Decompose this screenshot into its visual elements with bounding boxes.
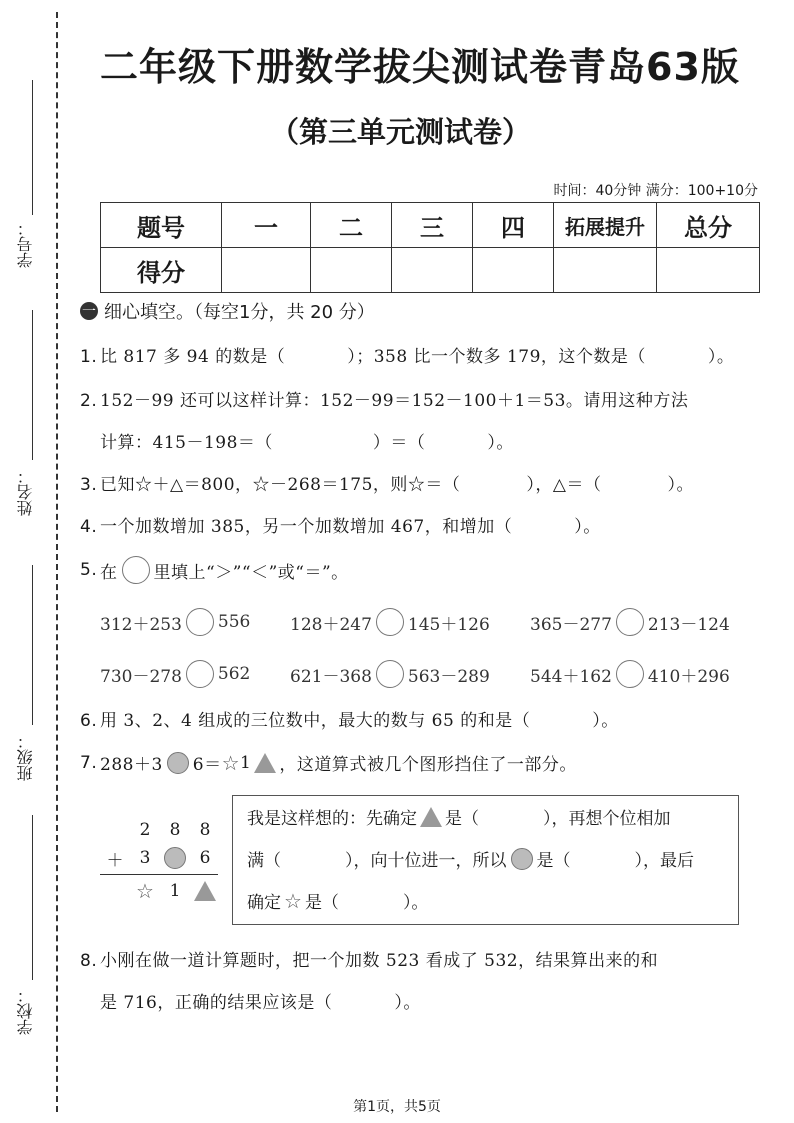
question-number: 5. — [80, 560, 98, 580]
question-text: 一个加数增加 385，另一个加数增加 467，和增加（ — [100, 517, 513, 537]
question-text: 已知☆＋△＝800，☆－268＝175，则☆＝（ — [100, 475, 461, 495]
digit: 8 — [169, 820, 181, 840]
section-heading — [80, 298, 375, 324]
page-footer: 第1页，共5页 — [353, 1099, 441, 1115]
expression-left: 730－278 — [100, 666, 182, 687]
calc-row-2 — [100, 844, 220, 872]
score-table-score-row — [101, 248, 760, 293]
question-text: ）。 — [707, 347, 735, 367]
expression-right: 563－289 — [407, 666, 490, 687]
question-text: 在 — [100, 562, 118, 583]
box-text: ），再想个位相加 — [543, 809, 671, 829]
question-2 — [80, 386, 688, 411]
triangle-icon — [254, 753, 276, 773]
filled-circle-icon — [167, 752, 189, 774]
question-2-line2 — [100, 428, 514, 453]
comparison-item — [100, 608, 250, 636]
box-text: ）。 — [402, 893, 429, 913]
question-text: ）＝（ — [372, 433, 426, 453]
digit: 8 — [199, 820, 211, 840]
score-cell[interactable] — [657, 248, 760, 293]
comparison-item — [530, 660, 730, 688]
header-cell: 二 — [311, 203, 392, 248]
header-cell: 三 — [392, 203, 473, 248]
binding-dashed-line — [56, 12, 58, 1112]
header-cell: 题号 — [101, 203, 222, 248]
question-text: 152－99 还可以这样计算：152－99＝152－100＋1＝53。请用这种方法 — [100, 391, 689, 411]
box-text: 确定 — [247, 893, 281, 913]
side-label-student-id: 学号： — [16, 220, 35, 268]
digit: 1 — [169, 881, 181, 901]
question-number: 3. — [80, 475, 98, 495]
question-text: 1 — [240, 752, 252, 773]
header-cell: 一 — [222, 203, 311, 248]
box-text: ），最后 — [634, 851, 694, 871]
answer-circle[interactable] — [186, 660, 214, 688]
question-text: ）。 — [574, 517, 601, 537]
filled-circle-icon — [511, 848, 533, 870]
page-title: 二年级下册数学拔尖测试卷青岛63版 — [100, 45, 740, 89]
digit: 3 — [139, 848, 151, 868]
question-4 — [80, 512, 601, 537]
score-table-header-row — [101, 203, 760, 248]
score-cell[interactable] — [473, 248, 554, 293]
side-field-underline — [32, 310, 33, 460]
comparison-item — [290, 608, 490, 636]
side-field-underline — [32, 815, 33, 980]
section-badge: 一 — [82, 304, 96, 320]
side-field-student-id — [14, 80, 38, 270]
comparison-item — [530, 608, 730, 636]
calc-row-3 — [100, 877, 220, 905]
question-text: ，这道算式被几个图形挡住了一部分。 — [279, 755, 577, 775]
question-number: 7. — [80, 752, 98, 773]
box-text: 是（ — [536, 851, 571, 871]
question-text: 288＋3 — [100, 755, 163, 775]
question-text: ）；358 比一个数多 179，这个数是（ — [347, 347, 646, 367]
plus-sign: ＋ — [106, 850, 124, 871]
expression-right: 213－124 — [647, 614, 730, 635]
question-text: 比 817 多 94 的数是（ — [100, 347, 286, 367]
question-number: 4. — [80, 517, 98, 537]
side-field-class — [14, 565, 38, 785]
star-icon: ☆ — [136, 879, 154, 903]
box-text: 是（ — [445, 809, 479, 829]
question-7 — [80, 750, 577, 775]
answer-circle[interactable] — [616, 608, 644, 636]
section-title: 细心填空。（每空1分，共 20 分） — [104, 302, 375, 323]
reasoning-line-3 — [247, 888, 428, 913]
vertical-calculation — [100, 816, 220, 905]
triangle-icon — [194, 881, 216, 901]
digit: 2 — [139, 820, 151, 840]
question-text: ）。 — [667, 475, 694, 495]
side-label-name: 姓名： — [16, 468, 35, 516]
comparison-item — [290, 660, 490, 688]
score-cell[interactable] — [392, 248, 473, 293]
question-number: 6. — [80, 711, 98, 731]
side-field-underline — [32, 80, 33, 215]
question-8-line2 — [100, 988, 421, 1013]
expression-left: 128＋247 — [290, 614, 372, 635]
expression-left: 312＋253 — [100, 614, 182, 635]
question-text: 里填上“＞”“＜”或“＝”。 — [153, 562, 349, 583]
comparison-item — [100, 660, 250, 688]
question-number: 1. — [80, 347, 98, 367]
score-cell[interactable] — [311, 248, 392, 293]
answer-circle[interactable] — [376, 608, 404, 636]
answer-circle[interactable] — [186, 608, 214, 636]
side-field-underline — [32, 565, 33, 725]
box-text: 我是这样想的：先确定 — [247, 809, 417, 829]
side-field-school — [14, 815, 38, 1045]
box-text: 满（ — [247, 851, 281, 871]
question-text: ）。 — [592, 711, 619, 731]
question-number: 2. — [80, 391, 98, 411]
triangle-icon — [420, 807, 442, 827]
expression-right: 556 — [217, 612, 251, 632]
answer-circle[interactable] — [616, 660, 644, 688]
expression-left: 365－277 — [530, 614, 612, 635]
question-1 — [80, 342, 734, 367]
box-text: 是（ — [304, 893, 339, 913]
question-8 — [80, 946, 658, 971]
header-cell: 四 — [473, 203, 554, 248]
side-field-name — [14, 310, 38, 520]
header-cell: 总分 — [657, 203, 760, 248]
calc-rule — [100, 874, 218, 875]
reasoning-line-2 — [247, 846, 694, 871]
digit: 6 — [199, 848, 211, 868]
star-icon: ☆ — [284, 888, 302, 913]
score-cell[interactable] — [222, 248, 311, 293]
question-number: 8. — [80, 951, 98, 971]
time-info: 时间：40分钟 满分：100+10分 — [553, 183, 758, 199]
expression-right: 562 — [217, 664, 251, 684]
question-6 — [80, 706, 619, 731]
calc-row-1 — [100, 816, 220, 844]
answer-circle[interactable] — [376, 660, 404, 688]
circle-icon — [122, 556, 150, 584]
filled-circle-icon — [164, 847, 186, 869]
expression-left: 544＋162 — [530, 666, 612, 687]
star-icon: ☆ — [221, 750, 241, 775]
question-text: 用 3、2、4 组成的三位数中，最大的数与 65 的和是（ — [100, 711, 531, 731]
page-subtitle: （第三单元测试卷） — [270, 115, 532, 149]
side-label-school: 学校： — [16, 987, 35, 1035]
expression-right: 145＋126 — [407, 614, 490, 635]
score-cell[interactable] — [554, 248, 657, 293]
expression-left: 621－368 — [290, 666, 372, 687]
question-text: 6＝ — [192, 755, 222, 775]
question-text: 计算：415－198＝（ — [100, 433, 273, 453]
side-label-class: 班级： — [16, 733, 35, 781]
row-label: 得分 — [101, 248, 222, 293]
header-cell: 拓展提升 — [554, 203, 657, 248]
question-text: ），△＝（ — [526, 475, 602, 495]
question-text: ）。 — [394, 993, 421, 1013]
question-text: ）。 — [487, 433, 514, 453]
reasoning-line-1 — [247, 804, 671, 829]
reasoning-box — [232, 795, 739, 925]
question-text: 是 716，正确的结果应该是（ — [100, 993, 333, 1013]
box-text: ），向十位进一，所以 — [345, 851, 507, 871]
score-table — [100, 202, 760, 293]
expression-right: 410＋296 — [647, 666, 730, 687]
question-text: 小刚在做一道计算题时，把一个加数 523 看成了 532，结果算出来的和 — [100, 951, 659, 971]
question-5 — [80, 556, 349, 584]
question-3 — [80, 470, 694, 495]
